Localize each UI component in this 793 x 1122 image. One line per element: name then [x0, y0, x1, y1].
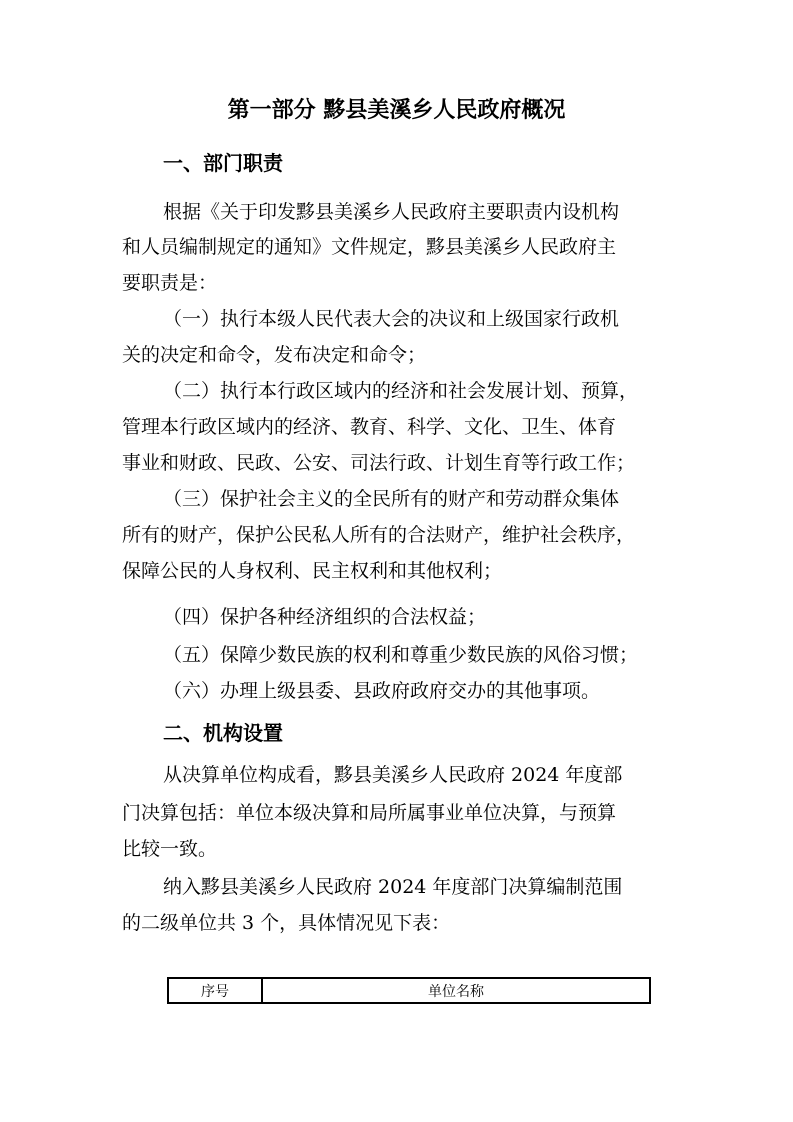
section-heading-duties: 一、部门职责: [163, 151, 283, 175]
paragraph-line: （四）保护各种经济组织的合法权益；: [163, 606, 487, 628]
paragraph-line: 纳入黟县美溪乡人民政府 2024 年度部门决算编制范围: [163, 876, 623, 898]
paragraph-line: 关的决定和命令，发布决定和命令；: [122, 344, 427, 366]
page-title: [0, 96, 793, 126]
section-heading-structure: 二、机构设置: [163, 721, 283, 745]
paragraph-line: 根据《关于印发黟县美溪乡人民政府主要职责内设机构: [163, 201, 620, 223]
paragraph-line: （五）保障少数民族的权利和尊重少数民族的风俗习惯；: [163, 644, 639, 666]
paragraph-line: （二）执行本行政区域内的经济和社会发展计划、预算，: [163, 380, 639, 402]
paragraph-line: 从决算单位构成看，黟县美溪乡人民政府 2024 年度部: [163, 764, 623, 786]
units-table: [167, 977, 651, 1004]
paragraph-line: 保障公民的人身权利、民主权利和其他权利；: [122, 560, 503, 582]
paragraph-line: 比较一致。: [122, 838, 218, 860]
paragraph-line: 门决算包括：单位本级决算和局所属事业单位决算，与预算: [122, 802, 617, 824]
paragraph-line: 要职责是：: [122, 272, 218, 294]
paragraph-line: 事业和财政、民政、公安、司法行政、计划生育等行政工作；: [122, 452, 636, 474]
header-unit-name: 单位名称: [262, 978, 650, 1003]
paragraph-line: 的二级单位共 3 个，具体情况见下表：: [122, 912, 451, 934]
title-suffix: 概况: [521, 98, 566, 123]
paragraph-line: （六）办理上级县委、县政府政府交办的其他事项。: [163, 680, 601, 702]
paragraph-line: 所有的财产，保护公民私人所有的合法财产，维护社会秩序，: [122, 524, 636, 546]
title-part: 第一部分: [227, 98, 316, 123]
header-serial: 序号: [168, 978, 262, 1003]
table-header-row: [168, 978, 650, 1003]
paragraph-line: （一）执行本级人民代表大会的决议和上级国家行政机: [163, 308, 620, 330]
paragraph-line: （三）保护社会主义的全民所有的财产和劳动群众集体: [163, 488, 620, 510]
paragraph-line: 管理本行政区域内的经济、教育、科学、文化、卫生、体育: [122, 416, 617, 438]
paragraph-line: 和人员编制规定的通知》文件规定，黟县美溪乡人民政府主: [122, 236, 617, 258]
title-name: 黟县美溪乡人民政府: [323, 98, 522, 123]
